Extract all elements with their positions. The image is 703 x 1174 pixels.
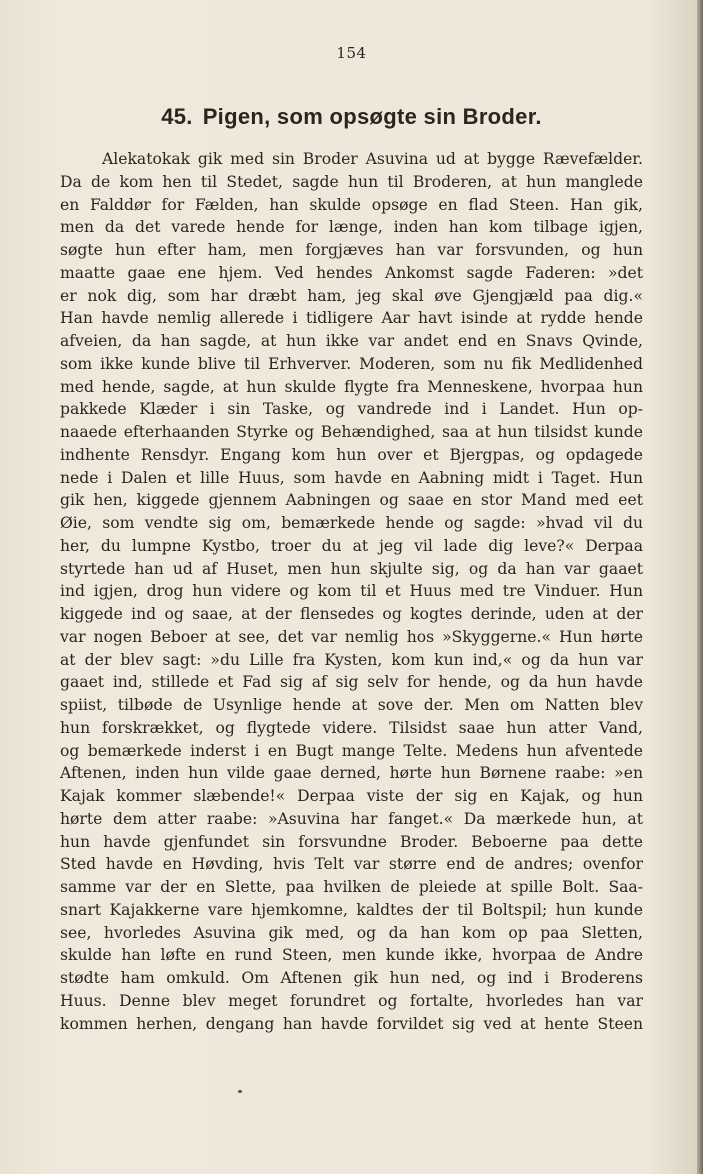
text-line: hun forskrækket, og flygtede videre. Tilsidst saae hun atter Vand, <box>60 718 643 737</box>
text-line: pakkede Klæder i sin Taske, og vandrede ind i Landet. Hun op- <box>60 400 643 419</box>
body-text <box>60 148 643 1035</box>
text-line: her, du lumpne Kystbo, troer du at jeg vil lade dig leve?« Derpaa <box>60 536 643 555</box>
text-line: en Falddør for Fælden, han skulde opsøge en flad Steen. Han gik, <box>60 195 643 214</box>
text-line: søgte hun efter ham, men forgjæves han var forsvunden, og hun <box>60 241 643 259</box>
text-line: snart Kajakkerne vare hjemkomne, kaldtes der til Boltspil; hun kunde <box>60 900 643 919</box>
text-line: indhente Rensdyr. Engang kom hun over et Bjergpas, og opdagede <box>60 445 643 464</box>
text-line: kommen herhen, dengang han havde forvildet sig ved at hente Steen <box>60 1014 643 1033</box>
text-line: hørte dem atter raabe: »Asuvina har fanget.« Da mærkede hun, at <box>60 809 643 828</box>
text-line: Huus. Denne blev meget forundret og fortalte, hvorledes han var <box>60 991 643 1010</box>
page-number: 154 <box>336 44 367 62</box>
text-line: hun havde gjenfundet sin forsvundne Broder. Beboerne paa dette <box>60 832 643 851</box>
text-line: styrtede han ud af Huset, men hun skjulte sig, og da han var gaaet <box>60 559 643 578</box>
text-line: Øie, som vendte sig om, bemærkede hende og sagde: »hvad vil du <box>60 514 643 532</box>
text-line: kiggede ind og saae, at der flensedes og kogtes derinde, uden at der <box>60 605 643 623</box>
text-line: var nogen Beboer at see, det var nemlig hos »Skyggerne.« Hun hørte <box>60 627 643 646</box>
text-line: ind igjen, drog hun videre og kom til et Huus med tre Vinduer. Hun <box>60 582 643 601</box>
text-line: naaede efterhaanden Styrke og Behændighed, saa at hun tilsidst kunde <box>60 423 643 441</box>
text-line: gaaet ind, stillede et Fad sig af sig selv for hende, og da hun havde <box>60 673 643 692</box>
text-line: samme var der en Slette, paa hvilken de pleiede at spille Bolt. Saa- <box>60 878 643 896</box>
chapter-number: 45. <box>161 104 193 129</box>
text-line: afveien, da han sagde, at hun ikke var andet end en Snavs Qvinde, <box>60 332 643 350</box>
text-line: er nok dig, som har dræbt ham, jeg skal øve Gjengjæld paa dig.« <box>60 286 643 305</box>
text-line: Da de kom hen til Stedet, sagde hun til Broderen, at hun manglede <box>60 172 643 191</box>
text-line: Sted havde en Høvding, hvis Telt var større end de andres; ovenfor <box>60 855 643 874</box>
text-line: nede i Dalen et lille Huus, som havde en Aabning midt i Taget. Hun <box>60 468 643 487</box>
text-line: med hende, sagde, at hun skulde flygte fra Menneskene, hvorpaa hun <box>60 377 643 396</box>
page-edge <box>697 0 703 1174</box>
text-line: gik hen, kiggede gjennem Aabningen og saae en stor Mand med eet <box>60 491 643 510</box>
chapter-title: Pigen, som opsøgte sin Broder. <box>202 104 542 129</box>
chapter-heading <box>0 104 703 130</box>
text-line: stødte ham omkuld. Om Aftenen gik hun ned, og ind i Broderens <box>60 969 643 987</box>
text-line: skulde han løfte en rund Steen, men kunde ikke, hvorpaa de Andre <box>60 946 643 965</box>
text-line: som ikke kunde blive til Erhverver. Moderen, som nu fik Medlidenhed <box>60 354 643 373</box>
text-line: Aftenen, inden hun vilde gaae derned, hørte hun Børnene raabe: »en <box>60 764 643 783</box>
text-line: at der blev sagt: »du Lille fra Kysten, kom kun ind,« og da hun var <box>60 650 643 669</box>
text-line: Alekatokak gik med sin Broder Asuvina ud at bygge Rævefælder. <box>102 150 643 168</box>
text-line: men da det varede hende for længe, inden han kom tilbage igjen, <box>60 218 643 237</box>
text-line: Kajak kommer slæbende!« Derpaa viste der sig en Kajak, og hun <box>60 787 643 805</box>
text-line: og bemærkede inderst i en Bugt mange Telte. Medens hun afventede <box>60 741 643 760</box>
text-line: spiist, tilbøde de Usynlige hende at sove der. Men om Natten blev <box>60 696 643 714</box>
text-line: see, hvorledes Asuvina gik med, og da han kom op paa Sletten, <box>60 923 643 942</box>
text-line: Han havde nemlig allerede i tidligere Aar havt isinde at rydde hende <box>60 309 643 328</box>
text-line: maatte gaae ene hjem. Ved hendes Ankomst sagde Faderen: »det <box>60 263 643 282</box>
ink-mark <box>238 1090 242 1093</box>
